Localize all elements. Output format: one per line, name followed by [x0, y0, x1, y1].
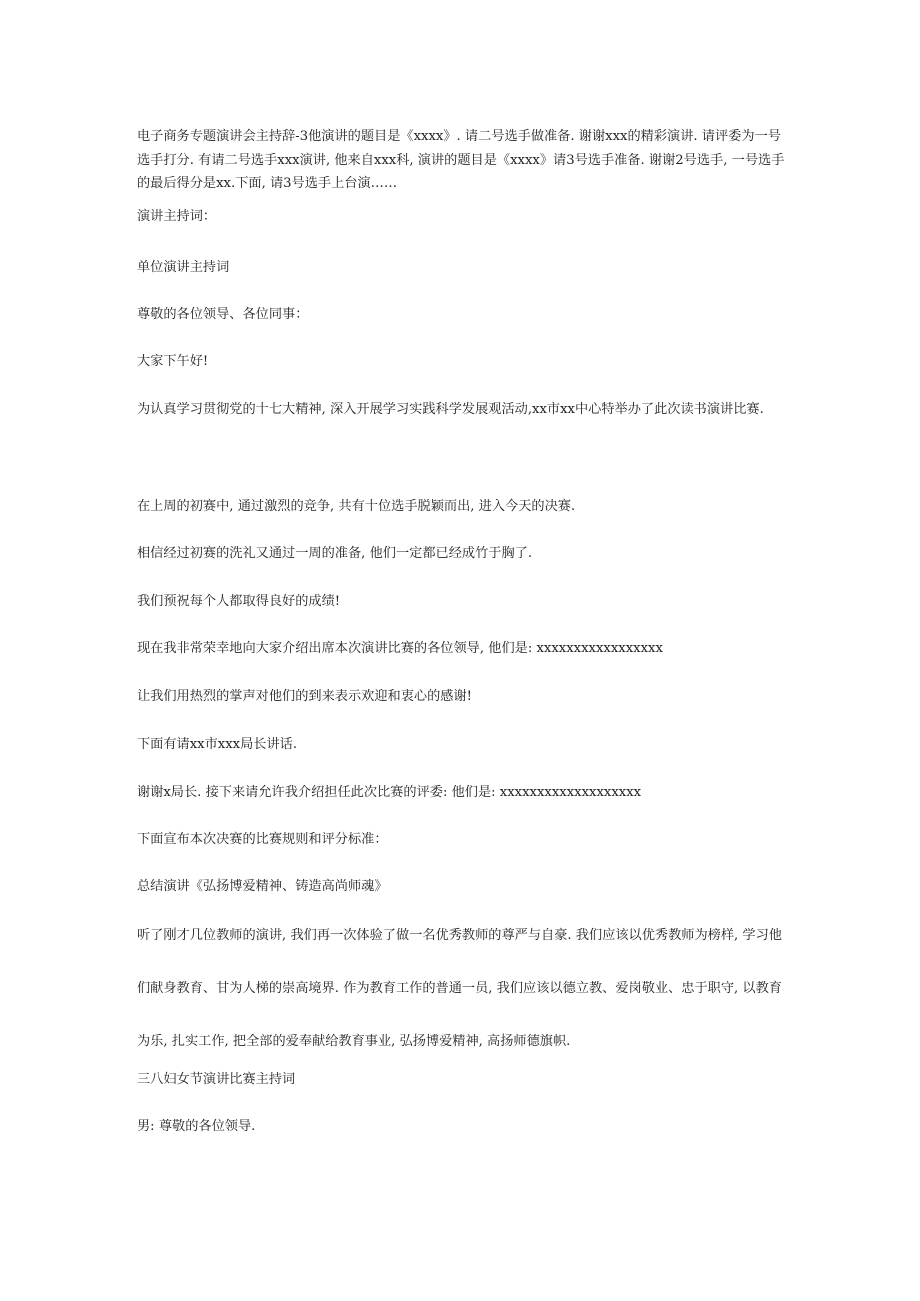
paragraph-event-purpose: 为认真学习贯彻党的十七大精神, 深入开展学习实践科学发展观活动,xx市xx中心特举办了此次读书演讲比赛.: [137, 402, 764, 417]
paragraph-summary-body: 听了刚才几位教师的演讲, 我们再一次体验了做一名优秀教师的尊严与自豪. 我们应该以优秀教师为榜样, 学习他们献身教育、甘为人梯的崇高境界. 作为教育工作的普通一员, 我们应该以德立教、爱岗敬业、忠于职守, 以教育为乐, 扎实工作, 把全部的爱奉献给教育事业, 弘扬博爱精神, 高扬师德旗帜.: [137, 928, 782, 1049]
paragraph-applause: 让我们用热烈的掌声对他们的到来表示欢迎和衷心的感谢!: [137, 689, 472, 704]
paragraph-preliminary-round: 在上周的初赛中, 通过激烈的竞争, 共有十位选手脱颖而出, 进入今天的决赛.: [137, 499, 576, 514]
paragraph-good-wishes: 我们预祝每个人都取得良好的成绩!: [137, 594, 341, 609]
paragraph-male-host-greeting: 男: 尊敬的各位领导.: [137, 1119, 256, 1134]
greeting-leaders: 尊敬的各位领导、各位同事：: [137, 307, 309, 322]
greeting-afternoon: 大家下午好!: [137, 354, 209, 369]
paragraph-director-speech: 下面有请xx市xxx局长讲话.: [137, 737, 298, 752]
heading-unit-speech-host-words: 单位演讲主持词: [137, 260, 230, 275]
heading-summary-speech: 总结演讲《弘扬博爱精神、铸造高尚师魂》: [137, 879, 388, 894]
paragraph-introduce-judges: 谢谢x局长. 接下来请允许我介绍担任此次比赛的评委: 他们是: xxxxxxxxxxxxxxxxxxx: [137, 785, 642, 800]
intro-paragraph: 电子商务专题演讲会主持辞-3他演讲的题目是《xxxx》. 请二号选手做准备. 谢谢xxx的精彩演讲. 请评委为一号选手打分. 有请二号选手xxx演讲, 他来自xxx科, 演讲的题目是《xxxx》请3号选手准备. 谢谢2号选手, 一号选手的最后得分是xx.下面, 请3号选手上台演……: [137, 129, 785, 191]
paragraph-preparation: 相信经过初赛的洗礼又通过一周的准备, 他们一定都已经成竹于胸了.: [137, 546, 533, 561]
paragraph-introduce-leaders: 现在我非常荣幸地向大家介绍出席本次演讲比赛的各位领导, 他们是: xxxxxxxxxxxxxxxxx: [137, 641, 663, 656]
heading-womens-day: 三八妇女节演讲比赛主持词: [137, 1072, 296, 1087]
paragraph-rules: 下面宣布本次决赛的比赛规则和评分标准：: [137, 832, 388, 847]
heading-speech-host-words: 演讲主持词：: [137, 209, 217, 224]
